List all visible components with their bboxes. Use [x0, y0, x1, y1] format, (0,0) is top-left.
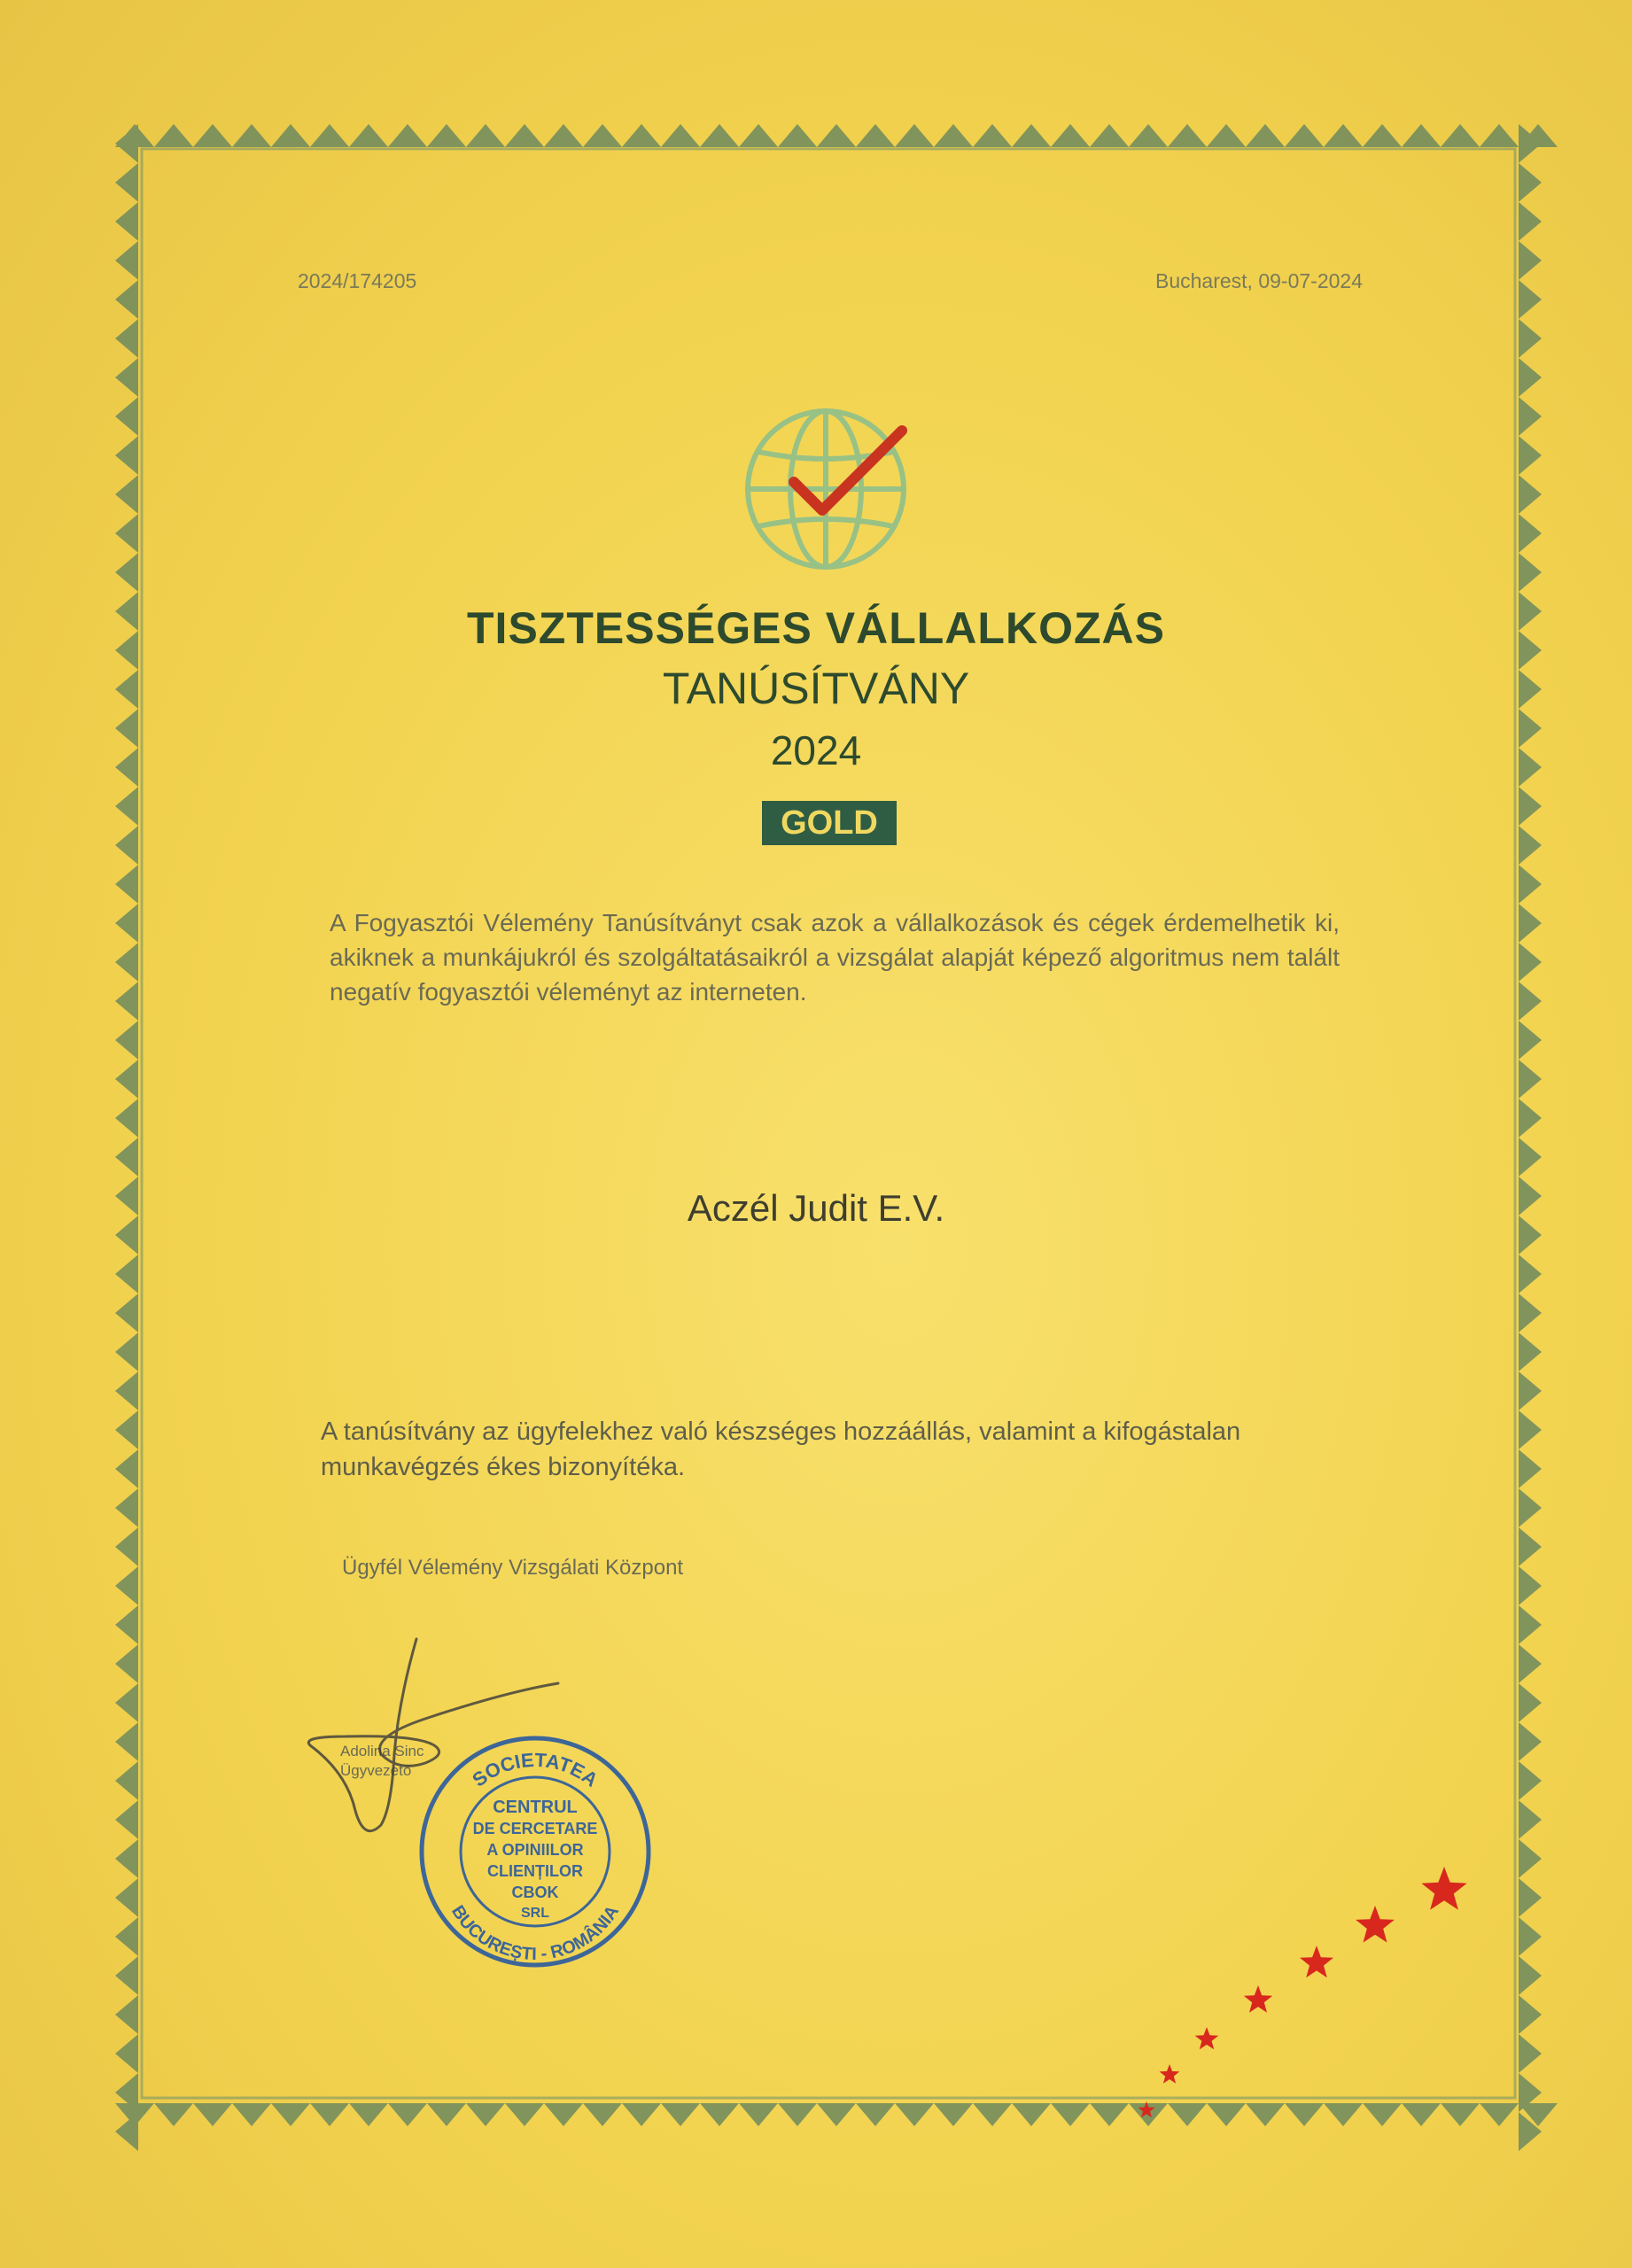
- issuer-name: Ügyfél Vélemény Vizsgálati Központ: [342, 1556, 684, 1580]
- globe-check-icon: [741, 397, 918, 574]
- star-icon: [1195, 2027, 1219, 2049]
- decorative-stars: [1107, 1852, 1497, 2144]
- stamp-line1: CENTRUL: [493, 1798, 578, 1817]
- stamp-line4: CLIENȚILOR: [487, 1862, 583, 1880]
- stamp-line3: A OPINIILOR: [486, 1841, 584, 1859]
- stamp-line5: CBOK: [511, 1884, 559, 1901]
- stamp-outer-top: SOCIETATEA: [468, 1748, 602, 1791]
- certificate-year: 2024: [770, 727, 862, 773]
- stamp-outer-bottom: BUCUREȘTI - ROMÂNIA: [447, 1902, 623, 1965]
- signer-title: Ügyvezető: [340, 1762, 412, 1779]
- closing-paragraph: A tanúsítvány az ügyfelekhez való készséges hozzáállás, valamint a kifogástalan munkavégzés ékes bizonyítéka.: [321, 1418, 1241, 1481]
- svg-text:SOCIETATEA: [468, 1749, 602, 1791]
- company-stamp: [415, 1731, 656, 1972]
- star-icon: [1300, 1946, 1333, 1977]
- star-icon: [1139, 2101, 1155, 2117]
- star-icon: [1244, 1985, 1272, 2013]
- stamp-line6: SRL: [521, 1906, 549, 1921]
- stamp-line2: DE CERCETARE: [472, 1820, 598, 1837]
- star-icon: [1160, 2064, 1180, 2084]
- certificate-subtitle: TANÚSÍTVÁNY: [662, 664, 970, 713]
- reference-number: 2024/174205: [298, 269, 417, 292]
- signer-name: Adolina Sinc: [340, 1743, 424, 1759]
- place-date: Bucharest, 09-07-2024: [1155, 269, 1363, 292]
- intro-paragraph: A Fogyasztói Vélemény Tanúsítványt csak azok a vállalkozások és cégek érdemelhetik ki, akiknek a munkájukról és szolgáltatásaikról a vizsgálat alapját képező algoritmus nem talált negatív fogyasztói véleményt az interneten.: [330, 909, 1340, 1006]
- star-icon: [1421, 1867, 1466, 1910]
- certificate-title: TISZTESSÉGES VÁLLALKOZÁS: [467, 603, 1165, 653]
- company-name: Aczél Judit E.V.: [687, 1187, 945, 1229]
- gold-badge: GOLD: [762, 801, 897, 845]
- star-icon: [1356, 1906, 1395, 1943]
